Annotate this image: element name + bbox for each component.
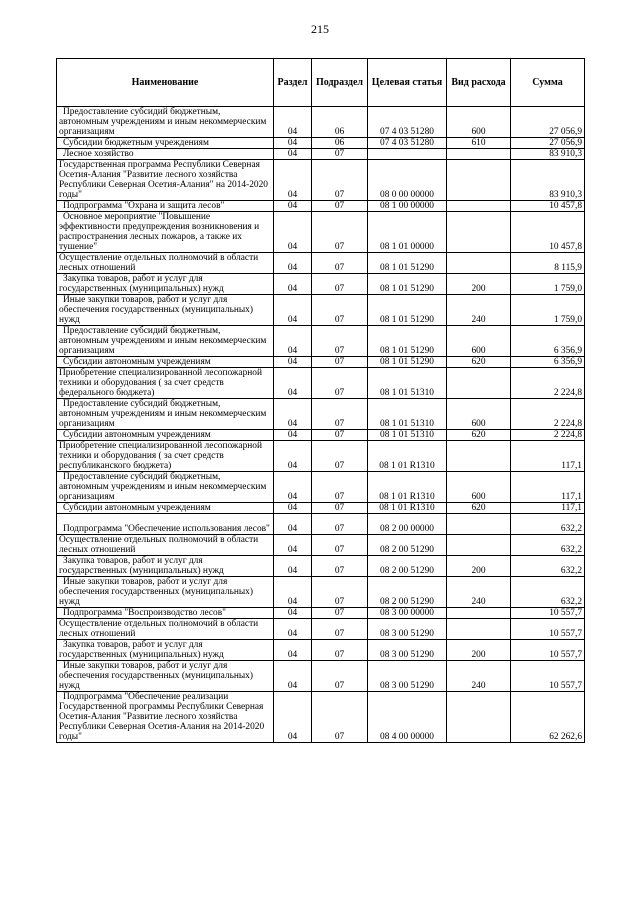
table-row	[57, 149, 585, 160]
table-row	[57, 608, 585, 619]
cell-name: Иные закупки товаров, работ и услуг для обеспечения государственных (муниципальных) нужд	[57, 661, 274, 692]
cell-expense-type	[447, 253, 511, 274]
cell-target: 08 1 01 00000	[368, 212, 447, 253]
cell-expense-type	[447, 619, 511, 640]
cell-name: Лесное хозяйство	[57, 149, 274, 160]
cell-target: 08 2 00 51290	[368, 577, 447, 608]
cell-name: Приобретение специализированной лесопожарной техники и оборудования ( за счет средств федерального бюджета)	[57, 368, 274, 399]
cell-amount: 62 262,6	[511, 692, 585, 743]
cell-section: 04	[274, 201, 312, 212]
cell-subsection: 07	[312, 661, 368, 692]
cell-amount: 2 224,8	[511, 430, 585, 441]
table-header-row	[57, 59, 585, 107]
cell-section: 04	[274, 441, 312, 472]
cell-expense-type: 200	[447, 640, 511, 661]
cell-subsection: 07	[312, 368, 368, 399]
table-row	[57, 295, 585, 326]
cell-expense-type	[447, 535, 511, 556]
cell-name: Субсидии бюджетным учреждениям	[57, 138, 274, 149]
cell-target: 08 1 01 R1310	[368, 503, 447, 514]
cell-amount: 1 759,0	[511, 274, 585, 295]
table-row	[57, 640, 585, 661]
cell-name: Закупка товаров, работ и услуг для государственных (муниципальных) нужд	[57, 274, 274, 295]
table-row	[57, 535, 585, 556]
cell-target: 08 1 01 R1310	[368, 441, 447, 472]
cell-name: Подпрограмма "Обеспечение использования лесов"	[57, 514, 274, 535]
cell-subsection: 07	[312, 357, 368, 368]
cell-section: 04	[274, 692, 312, 743]
cell-amount: 10 557,7	[511, 619, 585, 640]
cell-subsection: 07	[312, 160, 368, 201]
cell-expense-type: 610	[447, 138, 511, 149]
cell-expense-type	[447, 160, 511, 201]
cell-amount: 27 056,9	[511, 138, 585, 149]
cell-name: Предоставление субсидий бюджетным, автономным учреждениям и иным некоммерческим организациям	[57, 399, 274, 430]
table-row	[57, 503, 585, 514]
cell-target: 08 1 01 51290	[368, 274, 447, 295]
cell-amount: 6 356,9	[511, 357, 585, 368]
cell-expense-type	[447, 514, 511, 535]
cell-section: 04	[274, 253, 312, 274]
table-row	[57, 619, 585, 640]
cell-expense-type: 200	[447, 556, 511, 577]
cell-target: 08 2 00 51290	[368, 535, 447, 556]
cell-expense-type: 620	[447, 503, 511, 514]
cell-expense-type	[447, 608, 511, 619]
cell-target: 08 1 01 51310	[368, 430, 447, 441]
cell-section: 04	[274, 274, 312, 295]
header-subsection: Подраздел	[312, 59, 368, 107]
cell-target: 08 3 00 00000	[368, 608, 447, 619]
budget-table	[56, 58, 585, 743]
table-row	[57, 577, 585, 608]
cell-expense-type: 200	[447, 274, 511, 295]
table-row	[57, 160, 585, 201]
cell-expense-type: 620	[447, 357, 511, 368]
cell-section: 04	[274, 368, 312, 399]
cell-section: 04	[274, 556, 312, 577]
header-section: Раздел	[274, 59, 312, 107]
cell-target	[368, 149, 447, 160]
cell-amount: 2 224,8	[511, 368, 585, 399]
cell-name: Предоставление субсидий бюджетным, автономным учреждениям и иным некоммерческим организациям	[57, 326, 274, 357]
header-amount: Сумма	[511, 59, 585, 107]
cell-amount: 8 115,9	[511, 253, 585, 274]
table-row	[57, 326, 585, 357]
cell-name: Осуществление отдельных полномочий в области лесных отношений	[57, 535, 274, 556]
cell-name: Основное мероприятие "Повышение эффективности предупреждения возникновения и распространения лесных пожаров, а также их тушение"	[57, 212, 274, 253]
table-row	[57, 201, 585, 212]
cell-subsection: 07	[312, 399, 368, 430]
cell-subsection: 07	[312, 535, 368, 556]
cell-name: Иные закупки товаров, работ и услуг для обеспечения государственных (муниципальных) нужд	[57, 295, 274, 326]
cell-subsection: 07	[312, 514, 368, 535]
cell-target: 08 3 00 51290	[368, 640, 447, 661]
cell-expense-type: 240	[447, 295, 511, 326]
table-row	[57, 107, 585, 138]
cell-subsection: 06	[312, 138, 368, 149]
cell-target: 08 3 00 51290	[368, 661, 447, 692]
cell-subsection: 07	[312, 326, 368, 357]
cell-subsection: 07	[312, 253, 368, 274]
table-row	[57, 472, 585, 503]
cell-target: 07 4 03 51280	[368, 138, 447, 149]
cell-amount: 83 910,3	[511, 149, 585, 160]
cell-subsection: 07	[312, 503, 368, 514]
cell-amount: 1 759,0	[511, 295, 585, 326]
cell-amount: 27 056,9	[511, 107, 585, 138]
cell-section: 04	[274, 472, 312, 503]
cell-expense-type: 240	[447, 661, 511, 692]
cell-amount: 117,1	[511, 472, 585, 503]
cell-subsection: 07	[312, 692, 368, 743]
cell-amount: 632,2	[511, 535, 585, 556]
cell-section: 04	[274, 399, 312, 430]
cell-expense-type: 600	[447, 472, 511, 503]
cell-amount: 632,2	[511, 556, 585, 577]
cell-subsection: 07	[312, 295, 368, 326]
cell-name: Субсидии автономным учреждениям	[57, 357, 274, 368]
cell-amount: 10 457,8	[511, 201, 585, 212]
cell-target: 08 2 00 51290	[368, 556, 447, 577]
cell-name: Осуществление отдельных полномочий в области лесных отношений	[57, 253, 274, 274]
cell-subsection: 07	[312, 212, 368, 253]
table-row	[57, 692, 585, 743]
cell-name: Предоставление субсидий бюджетным, автономным учреждениям и иным некоммерческим организациям	[57, 472, 274, 503]
table-row	[57, 441, 585, 472]
cell-expense-type	[447, 212, 511, 253]
cell-name: Закупка товаров, работ и услуг для государственных (муниципальных) нужд	[57, 556, 274, 577]
cell-section: 04	[274, 160, 312, 201]
cell-expense-type: 240	[447, 577, 511, 608]
cell-name: Государственная программа Республики Северная Осетия-Алания "Развитие лесного хозяйства Республики Северная Осетия-Алания" на 2014-2020 годы"	[57, 160, 274, 201]
cell-section: 04	[274, 640, 312, 661]
cell-amount: 6 356,9	[511, 326, 585, 357]
table-row	[57, 357, 585, 368]
cell-target: 08 1 01 51290	[368, 253, 447, 274]
table-row	[57, 212, 585, 253]
cell-section: 04	[274, 535, 312, 556]
cell-section: 04	[274, 326, 312, 357]
header-expense-type: Вид расхода	[447, 59, 511, 107]
cell-name: Субсидии автономным учреждениям	[57, 430, 274, 441]
cell-target: 08 1 01 51310	[368, 368, 447, 399]
cell-name: Осуществление отдельных полномочий в области лесных отношений	[57, 619, 274, 640]
page-number: 215	[311, 22, 329, 36]
cell-amount: 83 910,3	[511, 160, 585, 201]
cell-name: Приобретение специализированной лесопожарной техники и оборудования ( за счет средств республиканского бюджета)	[57, 441, 274, 472]
cell-target: 08 4 00 00000	[368, 692, 447, 743]
cell-section: 04	[274, 357, 312, 368]
cell-expense-type: 620	[447, 430, 511, 441]
cell-amount: 2 224,8	[511, 399, 585, 430]
cell-subsection: 07	[312, 472, 368, 503]
cell-name: Закупка товаров, работ и услуг для государственных (муниципальных) нужд	[57, 640, 274, 661]
cell-section: 04	[274, 661, 312, 692]
table-row	[57, 430, 585, 441]
cell-target: 08 3 00 51290	[368, 619, 447, 640]
cell-subsection: 07	[312, 441, 368, 472]
cell-target: 08 1 01 R1310	[368, 472, 447, 503]
cell-section: 04	[274, 138, 312, 149]
cell-target: 08 1 01 51290	[368, 326, 447, 357]
table-row	[57, 556, 585, 577]
cell-expense-type	[447, 692, 511, 743]
cell-section: 04	[274, 295, 312, 326]
cell-name: Подпрограмма "Воспроизводство лесов"	[57, 608, 274, 619]
cell-subsection: 06	[312, 107, 368, 138]
table-row	[57, 514, 585, 535]
cell-section: 04	[274, 577, 312, 608]
cell-amount: 117,1	[511, 503, 585, 514]
table-row	[57, 253, 585, 274]
cell-expense-type	[447, 149, 511, 160]
cell-amount: 10 557,7	[511, 608, 585, 619]
cell-amount: 10 457,8	[511, 212, 585, 253]
cell-subsection: 07	[312, 149, 368, 160]
cell-target: 08 1 01 51290	[368, 357, 447, 368]
cell-subsection: 07	[312, 640, 368, 661]
cell-subsection: 07	[312, 619, 368, 640]
cell-subsection: 07	[312, 608, 368, 619]
cell-section: 04	[274, 430, 312, 441]
cell-section: 04	[274, 514, 312, 535]
cell-name: Иные закупки товаров, работ и услуг для обеспечения государственных (муниципальных) нужд	[57, 577, 274, 608]
cell-amount: 117,1	[511, 441, 585, 472]
table-row	[57, 399, 585, 430]
cell-target: 08 0 00 00000	[368, 160, 447, 201]
cell-name: Подпрограмма "Охрана и защита лесов"	[57, 201, 274, 212]
cell-name: Предоставление субсидий бюджетным, автономным учреждениям и иным некоммерческим организациям	[57, 107, 274, 138]
cell-name: Субсидии автономным учреждениям	[57, 503, 274, 514]
cell-section: 04	[274, 503, 312, 514]
cell-expense-type	[447, 441, 511, 472]
cell-target: 08 2 00 00000	[368, 514, 447, 535]
header-target: Целевая статья	[368, 59, 447, 107]
cell-amount: 632,2	[511, 577, 585, 608]
table-row	[57, 661, 585, 692]
header-name: Наименование	[57, 59, 274, 107]
cell-subsection: 07	[312, 577, 368, 608]
table-row	[57, 138, 585, 149]
cell-name: Подпрограмма "Обеспечение реализации Государственной программы Республики Северная Осетия-Алания "Развитие лесного хозяйства Республики Северная Осетия-Алания на 2014-2020 годы"	[57, 692, 274, 743]
table-row	[57, 274, 585, 295]
cell-expense-type: 600	[447, 399, 511, 430]
cell-section: 04	[274, 212, 312, 253]
cell-amount: 10 557,7	[511, 661, 585, 692]
cell-amount: 632,2	[511, 514, 585, 535]
table-row	[57, 368, 585, 399]
cell-target: 08 1 01 51310	[368, 399, 447, 430]
cell-target: 08 1 01 51290	[368, 295, 447, 326]
cell-subsection: 07	[312, 274, 368, 295]
cell-subsection: 07	[312, 556, 368, 577]
cell-target: 07 4 03 51280	[368, 107, 447, 138]
cell-section: 04	[274, 149, 312, 160]
cell-section: 04	[274, 619, 312, 640]
cell-subsection: 07	[312, 201, 368, 212]
cell-expense-type: 600	[447, 326, 511, 357]
cell-amount: 10 557,7	[511, 640, 585, 661]
cell-expense-type	[447, 201, 511, 212]
cell-expense-type	[447, 368, 511, 399]
cell-section: 04	[274, 107, 312, 138]
cell-expense-type: 600	[447, 107, 511, 138]
cell-section: 04	[274, 608, 312, 619]
cell-subsection: 07	[312, 430, 368, 441]
cell-target: 08 1 00 00000	[368, 201, 447, 212]
